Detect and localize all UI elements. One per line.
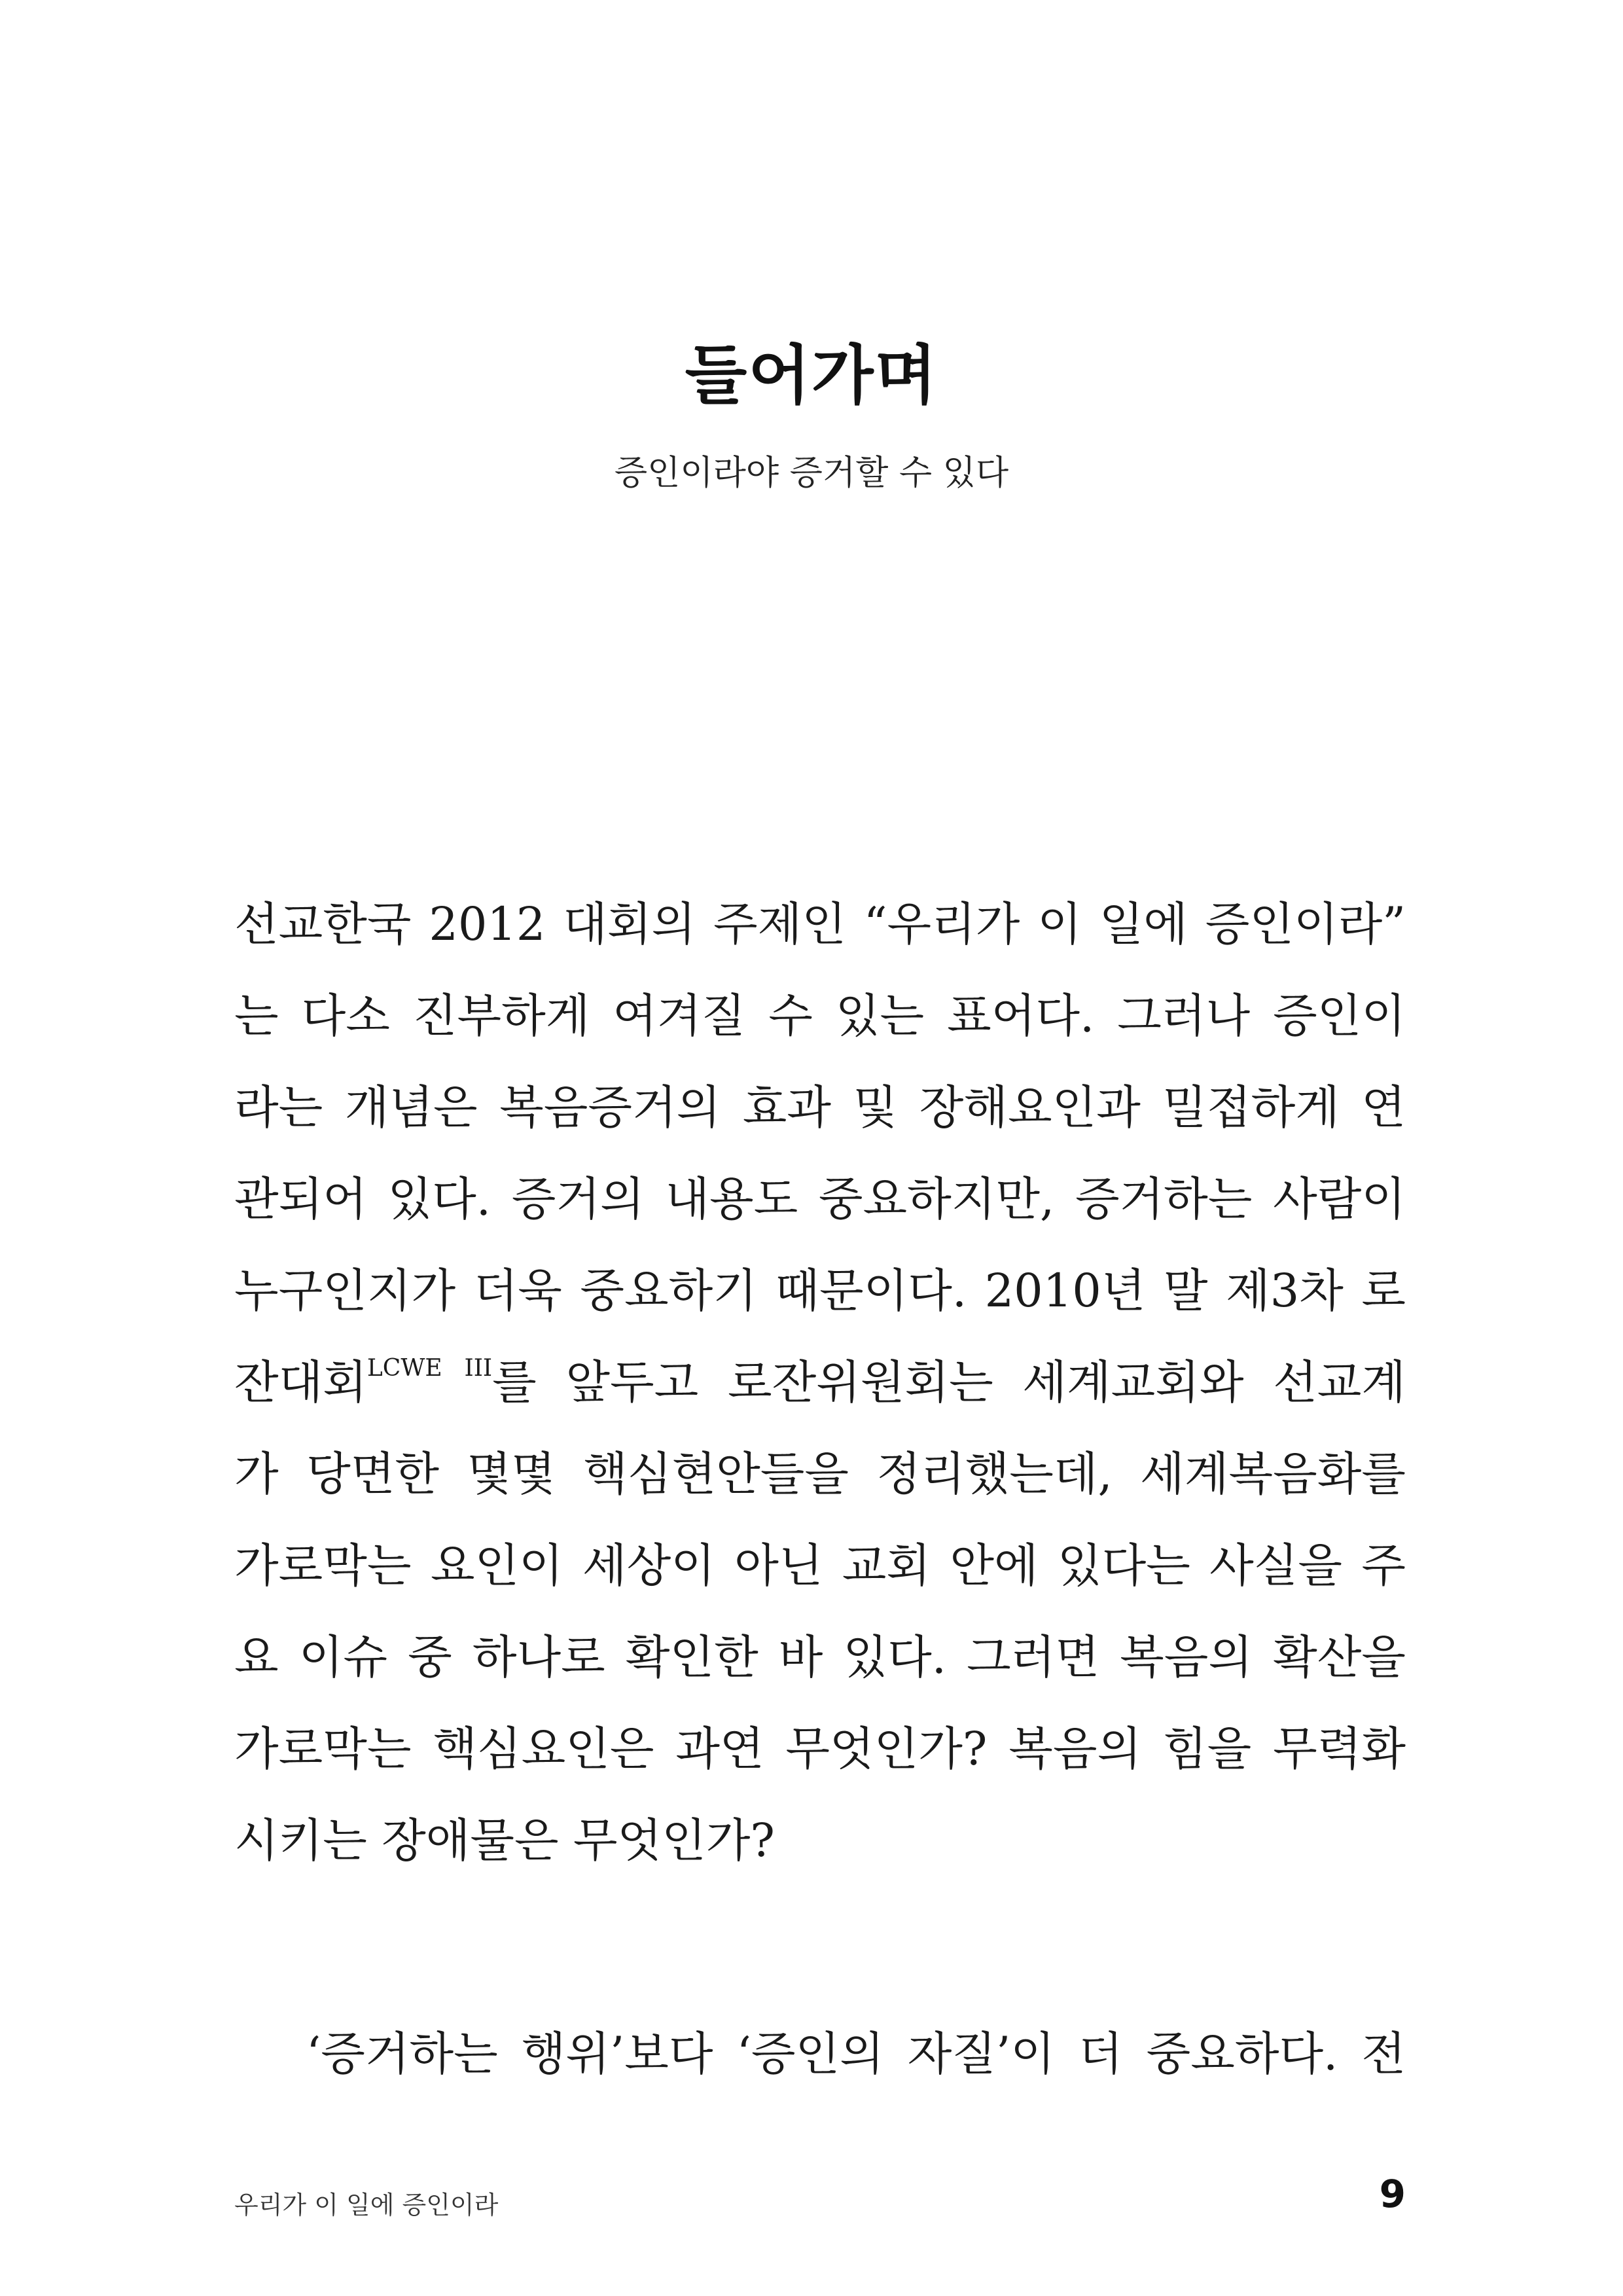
footnote-superscript: LCWE III (366, 1355, 493, 1382)
text-line: 요 이슈 중 하나로 확인한 바 있다. 그러면 복음의 확산을 (234, 1630, 1406, 1684)
text-line: 관되어 있다. 증거의 내용도 중요하지만, 증거하는 사람이 (234, 1172, 1406, 1226)
text-line: 가로막는 요인이 세상이 아닌 교회 안에 있다는 사실을 주 (234, 1539, 1406, 1592)
chapter-subtitle: 증인이라야 증거할 수 있다 (614, 454, 1009, 493)
text-segment: 를 앞두고 로잔위원회는 세계교회와 선교계 (492, 1355, 1406, 1409)
running-footer-title: 우리가 이 일에 증인이라 (234, 2191, 499, 2219)
body-paragraph-2 (234, 2008, 1406, 2100)
text-line (234, 1336, 1406, 1428)
body-paragraph-1 (234, 878, 1406, 1886)
text-line: 시키는 장애물은 무엇인가? (234, 1814, 775, 1867)
text-line: 가로막는 핵심요인은 과연 무엇인가? 복음의 힘을 무력화 (234, 1722, 1406, 1776)
text-line: 라는 개념은 복음증거의 효과 및 장해요인과 밀접하게 연 (234, 1081, 1406, 1134)
text-line: 는 다소 진부하게 여겨질 수 있는 표어다. 그러나 증인이 (234, 989, 1406, 1043)
chapter-title: 들어가며 (685, 338, 938, 413)
text-line: 가 당면한 몇몇 핵심현안들을 정리했는데, 세계복음화를 (234, 1447, 1406, 1501)
text-line: ‘증거하는 행위’보다 ‘증인의 자질’이 더 중요하다. 전 (306, 2027, 1406, 2081)
text-line: 선교한국 2012 대회의 주제인 “우리가 이 일에 증인이라” (234, 897, 1406, 951)
page-number: 9 (1379, 2172, 1406, 2216)
text-line: 누구인지가 더욱 중요하기 때문이다. 2010년 말 제3차 로 (234, 1264, 1406, 1318)
text-segment: 잔대회 (234, 1355, 367, 1409)
